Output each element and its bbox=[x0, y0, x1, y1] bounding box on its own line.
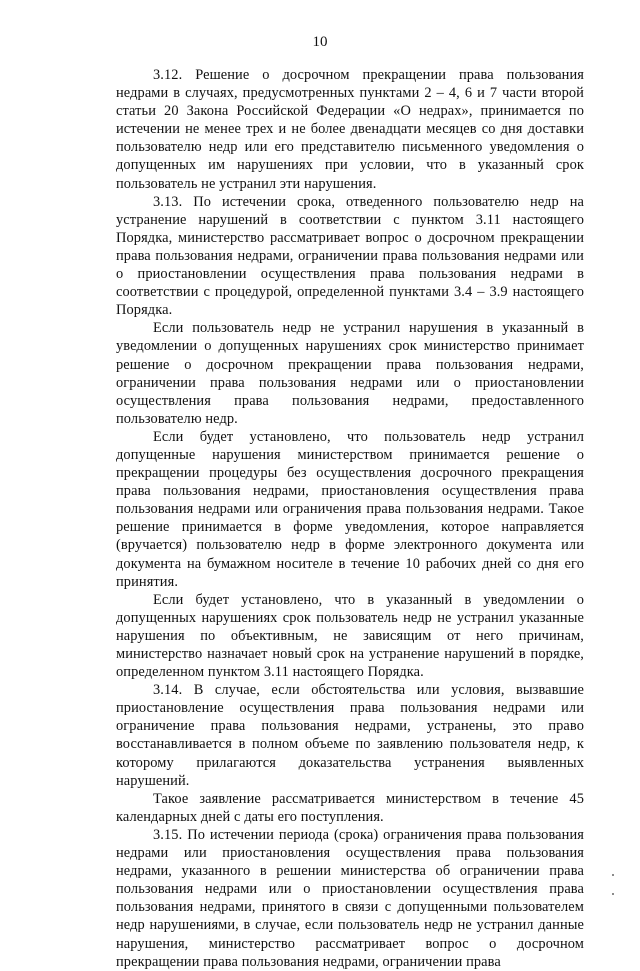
paragraph-not-fixed: Если пользователь недр не устранил нарушения в указанный в уведомлении о допущенных нарушениях срок министерство принимает решение о досрочном прекращении права пользования недрами, ограничении права пользования недрами или о приостановлении осуществления права пользования недрами, предоставленного пользователю недр. bbox=[116, 320, 584, 427]
page-number: 10 bbox=[312, 34, 328, 50]
paragraph-3-13: 3.13. По истечении срока, отведенного пользователю недр на устранение нарушений в соответствии с пунктом 3.11 настоящего Порядка, министерство рассматривает вопрос о досрочном прекращении права пользования недрами, ограничении права пользования недрами или о приостановлении осуществления права пользования недрами в соответствии с процедурой, определенной пунктами 3.4 – 3.9 настоящего Порядка. bbox=[116, 193, 584, 319]
paragraph-3-12: 3.12. Решение о досрочном прекращении права пользования недрами в случаях, предусмотренных пунктами 2 – 4, 6 и 7 части второй статьи 20 Закона Российской Федерации «О недрах», принимается по истечении не менее трех и не более двенадцати месяцев со дня доставки пользователю недр или его представителю письменного уведомления о допущенных им нарушениях при условии, что в указанный срок пользователь не устранил эти нарушения. bbox=[116, 67, 584, 192]
paragraph-fixed: Если будет установлено, что пользователь недр устранил допущенные нарушения министерством принимается решение о прекращении процедуры без осуществления досрочного прекращения права пользования недрами, приостановления осуществления права пользования недрами или ограничения права пользования недрами. Такое решение принимается в форме уведомления, которое направляется (вручается) пользователю недр в форме электронного документа или документа на бумажном носителе в течение 10 рабочих дней со дня его принятия. bbox=[116, 428, 584, 590]
scan-speck bbox=[612, 893, 614, 895]
paragraph-3-15: 3.15. По истечении периода (срока) ограничения права пользования недрами или приостановления осуществления права пользования недрами, указанного в решении министерства об ограничении права пользования недрами или о приостановлении осуществления права пользования недрами, принятого в связи с допущенными пользователем недр нарушениями, в случае, если пользователь недр не устранил данные нарушения, министерство рассматривает вопрос о досрочном прекращении права пользования недрами, ограничении права bbox=[116, 826, 584, 970]
paragraph-application-review: Такое заявление рассматривается министерством в течение 45 календарных дней с даты его поступления. bbox=[116, 790, 584, 825]
scan-speck bbox=[612, 874, 614, 876]
document-body bbox=[116, 66, 584, 971]
paragraph-3-14: 3.14. В случае, если обстоятельства или условия, вызвавшие приостановление осуществления права пользования недрами или ограничение права пользования недрами, устранены, это право восстанавливается в полном объеме по заявлению пользователя недр, к которому прилагаются доказательства устранения выявленных нарушений. bbox=[116, 682, 584, 789]
paragraph-new-deadline: Если будет установлено, что в указанный в уведомлении о допущенных нарушениях срок пользователь недр не устранил указанные нарушения по объективным, не зависящим от него причинам, министерство назначает новый срок на устранение нарушений в порядке, определенном пунктом 3.11 настоящего Порядка. bbox=[116, 591, 584, 681]
